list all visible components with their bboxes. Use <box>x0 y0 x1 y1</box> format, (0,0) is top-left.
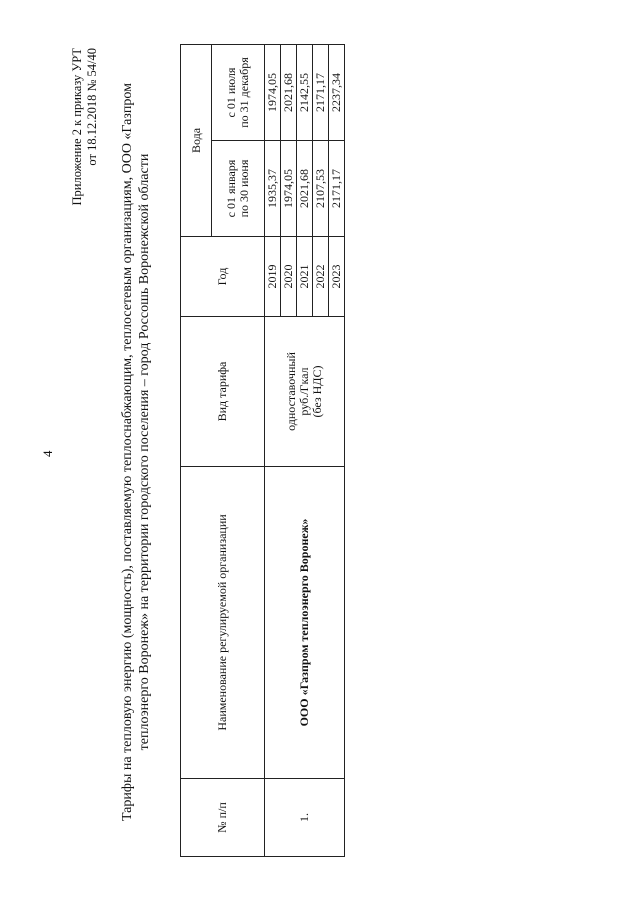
period-2-line-1: с 01 июля <box>224 67 238 118</box>
tariff-h2-cell: 2021,68 <box>281 45 297 141</box>
document-title: Тарифы на тепловую энергию (мощность), поставляемую теплоснабжающим, теплосетевым организациям, ООО «Газпром теплоэнерго Воронеж» на территории городского поселения – город Россошь Воронежской области <box>120 82 152 822</box>
appendix-header <box>70 48 100 206</box>
table-header-row <box>181 45 212 857</box>
tariff-h1-cell: 1974,05 <box>281 141 297 237</box>
appendix-line-1: Приложение 2 к приказу УРТ <box>70 48 84 206</box>
tariff-type-line-1: одноставочный <box>284 352 298 431</box>
tariff-h1-cell: 1935,37 <box>265 141 281 237</box>
tariff-h1-cell: 2107,53 <box>313 141 329 237</box>
tariff-type-line-2: руб./Гкал <box>297 367 311 416</box>
header-number: № п/п <box>181 779 265 857</box>
header-tariff-type: Вид тарифа <box>181 317 265 467</box>
year-cell: 2022 <box>313 237 329 317</box>
tariff-type-line-3: (без НДС) <box>310 365 324 418</box>
period-1-line-2: по 30 июня <box>237 159 251 218</box>
header-water: Вода <box>181 45 212 237</box>
table-row <box>265 45 281 857</box>
tariff-type-cell <box>265 317 345 467</box>
page-number: 4 <box>40 450 55 457</box>
header-organization: Наименование регулируемой организации <box>181 467 265 779</box>
period-1-line-1: с 01 января <box>224 159 238 218</box>
appendix-line-2: от 18.12.2018 № 54/40 <box>85 48 99 166</box>
row-number: 1. <box>265 779 345 857</box>
tariff-h1-cell: 2171,17 <box>329 141 345 237</box>
header-period-2 <box>212 45 265 141</box>
tariff-h2-cell: 2237,34 <box>329 45 345 141</box>
tariff-h1-cell: 2021,68 <box>297 141 313 237</box>
organization-name: ООО «Газпром теплоэнерго Воронеж» <box>265 467 345 779</box>
year-cell: 2023 <box>329 237 345 317</box>
period-2-line-2: по 31 декабря <box>237 57 251 128</box>
tariff-table <box>180 44 345 857</box>
tariff-h2-cell: 2171,17 <box>313 45 329 141</box>
year-cell: 2019 <box>265 237 281 317</box>
tariff-h2-cell: 2142,55 <box>297 45 313 141</box>
year-cell: 2021 <box>297 237 313 317</box>
year-cell: 2020 <box>281 237 297 317</box>
header-year: Год <box>181 237 265 317</box>
header-period-1 <box>212 141 265 237</box>
tariff-h2-cell: 1974,05 <box>265 45 281 141</box>
